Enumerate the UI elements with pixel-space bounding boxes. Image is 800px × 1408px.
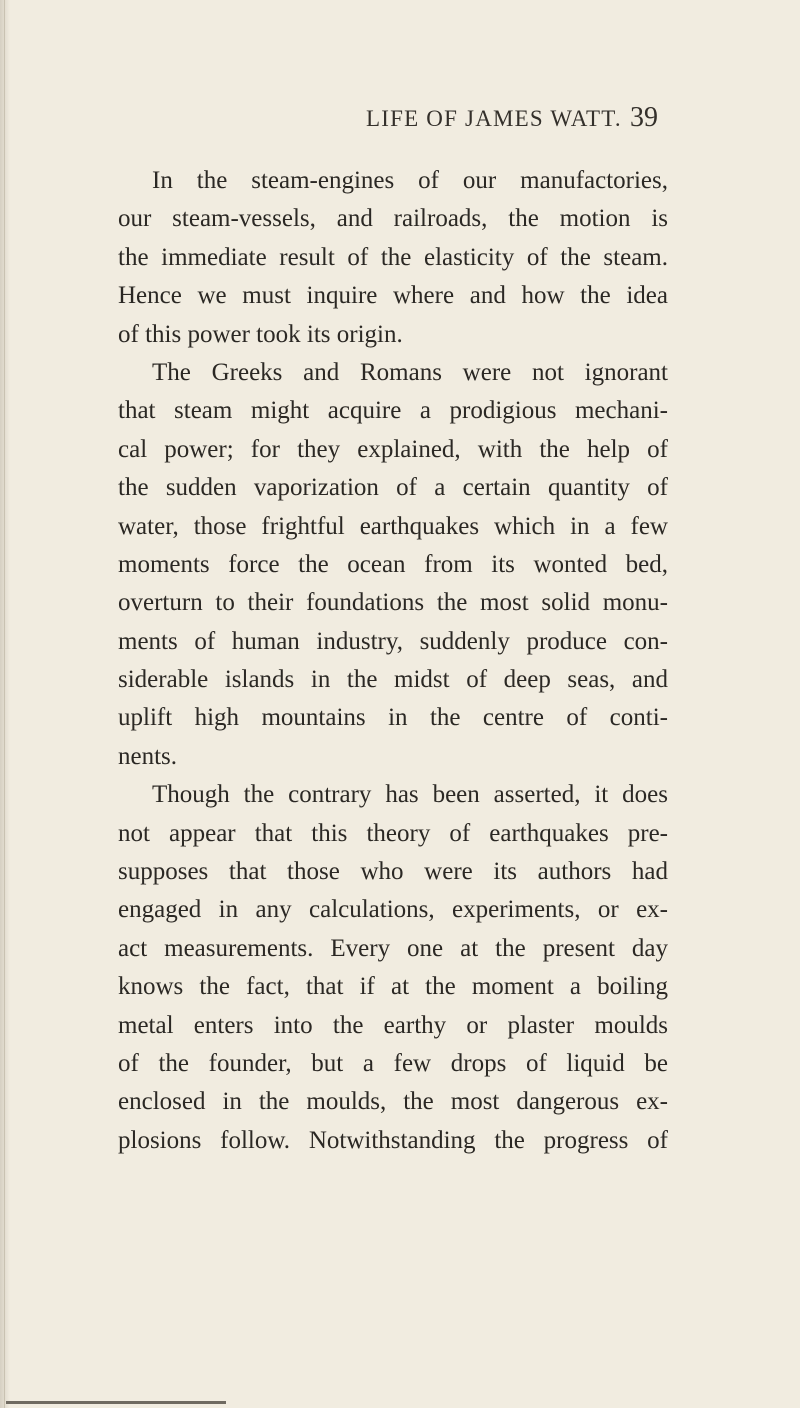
text-line: cal power; for they explained, with the help of — [118, 435, 668, 463]
text-line: plosions follow. Notwithstanding the progress of — [118, 1126, 668, 1154]
text-line: In the steam-engines of our manufactories, — [152, 167, 668, 194]
page-gutter-line — [4, 0, 5, 1408]
text-line: overturn to their foundations the most solid monu- — [118, 589, 668, 617]
text-line: water, those frightful earthquakes which in a few — [118, 512, 668, 540]
text-line: our steam-vessels, and railroads, the motion is — [118, 205, 668, 233]
page-number: 39 — [630, 102, 658, 133]
text-line: knows the fact, that if at the moment a boiling — [118, 973, 668, 1001]
text-line: that steam might acquire a prodigious mechani- — [118, 397, 668, 425]
page-edge-shadow — [0, 0, 10, 1408]
text-line: not appear that this theory of earthquakes pre- — [118, 819, 668, 847]
text-line: supposes that those who were its authors had — [118, 858, 668, 886]
text-line: enclosed in the moulds, the most dangerous ex- — [118, 1088, 668, 1116]
text-line: moments force the ocean from its wonted bed, — [118, 550, 668, 578]
text-line: metal enters into the earthy or plaster moulds — [118, 1011, 668, 1039]
text-line: engaged in any calculations, experiments, or ex- — [118, 896, 668, 924]
text-line: uplift high mountains in the centre of conti- — [118, 704, 668, 732]
text-line: act measurements. Every one at the present day — [118, 934, 668, 962]
text-line: ments of human industry, suddenly produce con- — [118, 627, 668, 655]
text-line: Though the contrary has been asserted, it does — [152, 781, 668, 809]
text-line: nents. — [118, 742, 178, 770]
text-line: the immediate result of the elasticity of the steam. — [118, 243, 668, 271]
text-line: The Greeks and Romans were not ignorant — [152, 358, 668, 386]
text-line: siderable islands in the midst of deep seas, and — [118, 666, 668, 694]
body-text — [118, 162, 668, 1160]
text-line: of this power took its origin. — [118, 320, 403, 348]
running-header — [0, 102, 800, 146]
bottom-edge-line — [6, 1401, 226, 1404]
text-line: of the founder, but a few drops of liquid be — [118, 1049, 668, 1077]
running-title: LIFE OF JAMES WATT. — [366, 106, 622, 131]
text-line: the sudden vaporization of a certain quantity of — [118, 474, 668, 502]
text-line: Hence we must inquire where and how the idea — [118, 282, 668, 310]
